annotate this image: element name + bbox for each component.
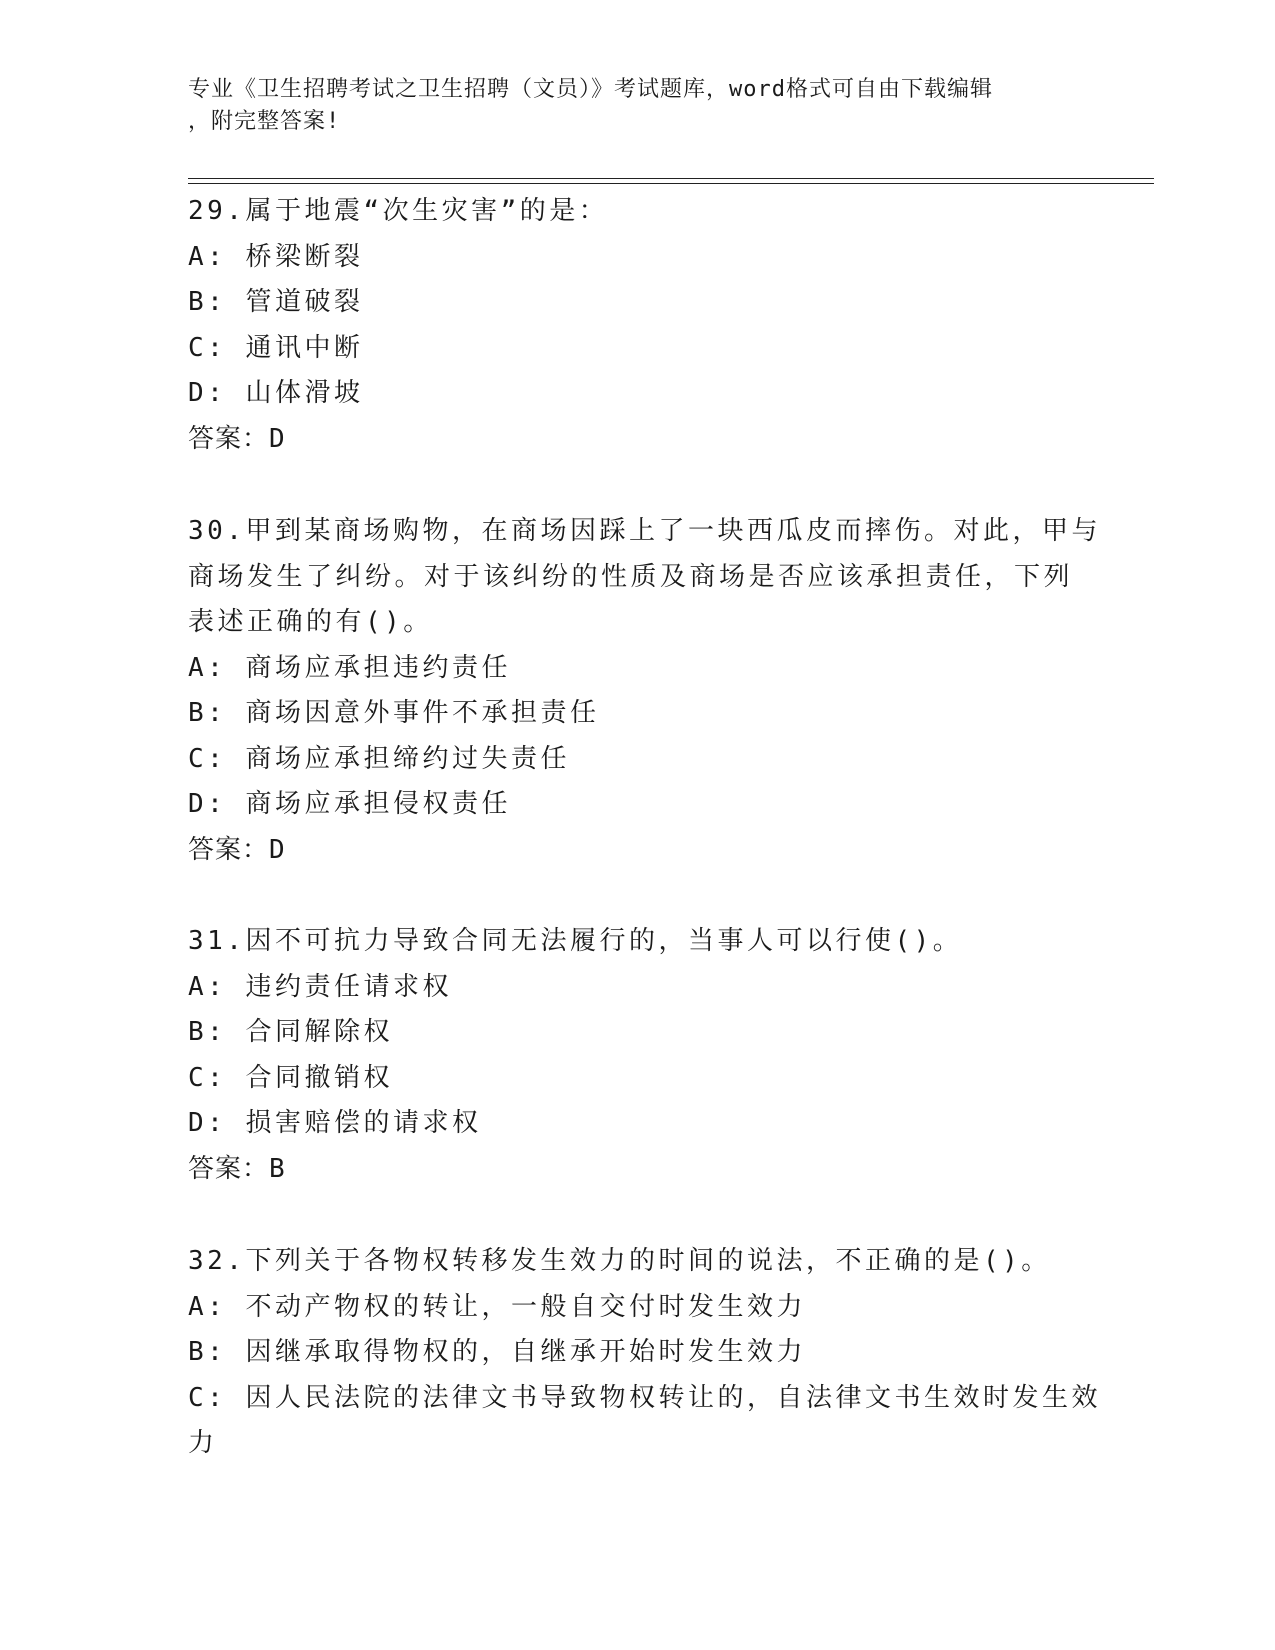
option-c: C: 合同撤销权	[188, 1062, 393, 1093]
question-stem: 表述正确的有()。	[188, 607, 433, 637]
option-b: B: 因继承取得物权的，自继承开始时发生效力	[188, 1337, 806, 1367]
answer: 答案：D	[188, 423, 286, 454]
header-rule-bottom	[188, 183, 1154, 184]
option-d: D: 商场应承担侵权责任	[188, 789, 511, 819]
option-d: D: 山体滑坡	[188, 378, 364, 408]
option-a: A: 不动产物权的转让，一般自交付时发生效力	[188, 1291, 806, 1322]
header-line-2: ，附完整答案!	[188, 109, 341, 134]
question-stem: 32.下列关于各物权转移发生效力的时间的说法，不正确的是()。	[188, 1246, 1051, 1276]
document-header	[188, 74, 1068, 138]
question-stem: 29.属于地震“次生灾害”的是：	[188, 196, 609, 226]
header-rule-top	[188, 178, 1154, 179]
question-32	[188, 1239, 1101, 1467]
option-b: B: 商场因意外事件不承担责任	[188, 698, 600, 728]
question-29	[188, 189, 1088, 462]
option-b: B: 管道破裂	[188, 287, 364, 317]
question-stem: 商场发生了纠纷。对于该纠纷的性质及商场是否应该承担责任，下列	[188, 561, 1074, 592]
question-stem: 30.甲到某商场购物，在商场因踩上了一块西瓜皮而摔伤。对此，甲与	[188, 516, 1101, 546]
answer: 答案：B	[188, 1153, 286, 1184]
option-b: B: 合同解除权	[188, 1017, 393, 1047]
option-a: A: 违约责任请求权	[188, 971, 452, 1002]
header-line-1: 专业《卫生招聘考试之卫生招聘（文员）》考试题库，word格式可自由下载编辑	[188, 77, 993, 102]
option-c: C: 通讯中断	[188, 332, 364, 363]
option-a: A: 桥梁断裂	[188, 241, 364, 272]
answer: 答案：D	[188, 834, 286, 865]
option-d: D: 损害赔偿的请求权	[188, 1108, 482, 1138]
question-30	[188, 509, 1101, 873]
option-a: A: 商场应承担违约责任	[188, 652, 511, 683]
question-31	[188, 919, 1088, 1192]
question-stem: 31.因不可抗力导致合同无法履行的，当事人可以行使()。	[188, 926, 963, 956]
option-c: C: 商场应承担缔约过失责任	[188, 743, 570, 774]
option-c-continued: 力	[188, 1428, 218, 1458]
option-c: C: 因人民法院的法律文书导致物权转让的，自法律文书生效时发生效	[188, 1382, 1101, 1413]
